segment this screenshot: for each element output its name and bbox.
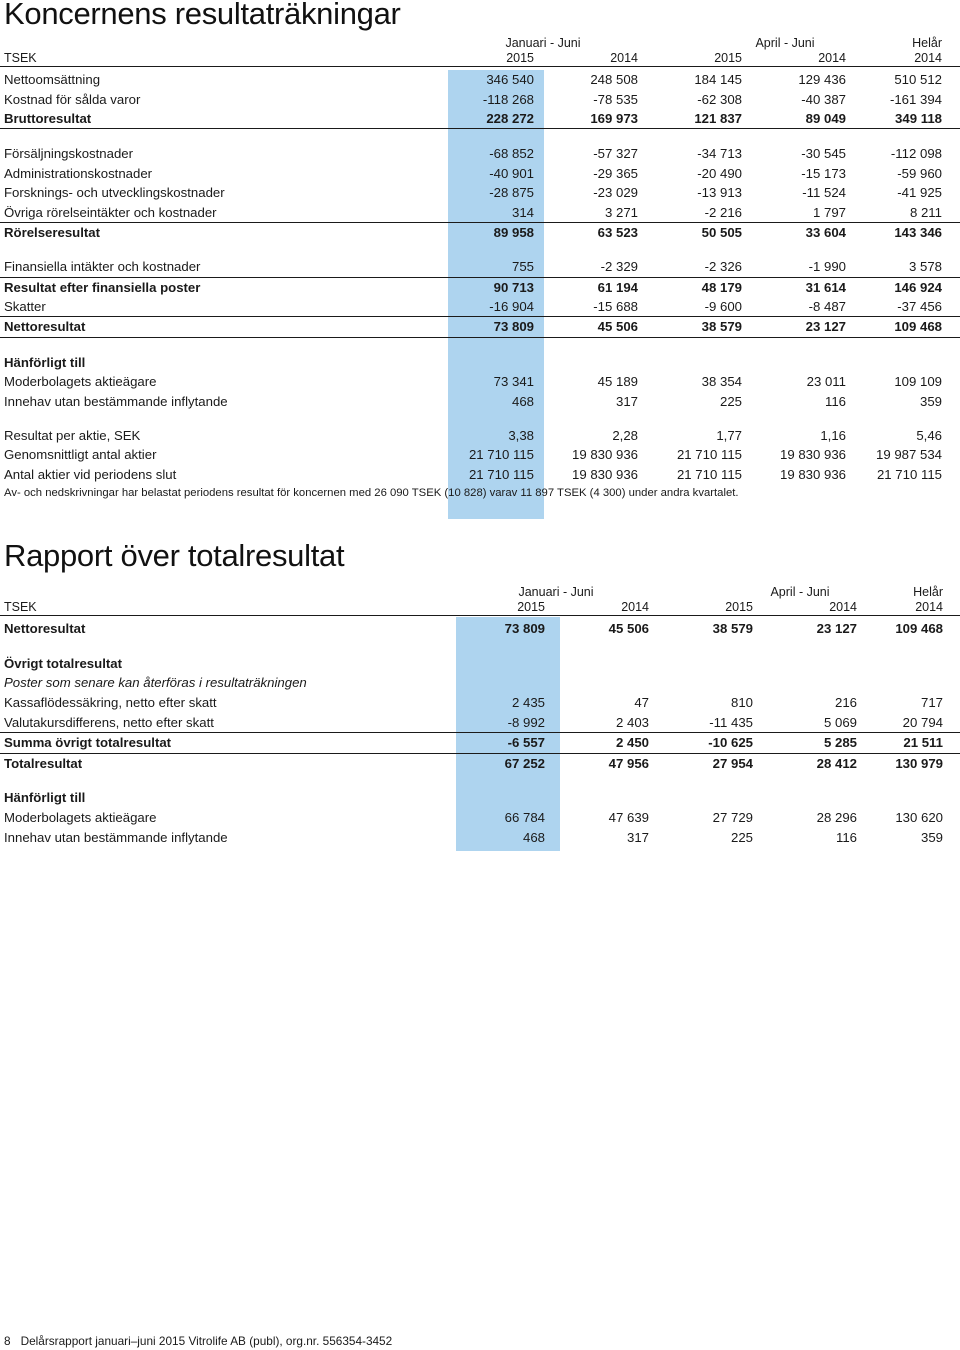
period-header-apr-jun: April - Juni (770, 585, 830, 599)
year-header: 2014 (818, 51, 846, 65)
value-cell: 346 540 (486, 72, 534, 88)
period-header-full-year: Helår (912, 36, 942, 50)
row-label: Rörelseresultat (4, 224, 101, 240)
value-cell: 66 784 (504, 810, 545, 826)
value-cell: 23 011 (806, 374, 846, 390)
period-header-row (0, 585, 960, 600)
table-row (0, 317, 960, 337)
value-cell: -29 365 (593, 165, 638, 181)
table-row (0, 654, 960, 674)
period-header-apr-jun: April - Juni (755, 36, 815, 50)
income-statement-body (0, 70, 960, 484)
row-label: Kassaflödessäkring, netto efter skatt (4, 695, 217, 711)
value-cell: 38 354 (701, 374, 742, 390)
value-cell: 47 (634, 695, 649, 711)
row-label: Hänförligt till (4, 354, 86, 370)
value-cell: -9 600 (704, 299, 742, 315)
value-cell: 21 710 115 (876, 466, 942, 482)
value-cell: 109 468 (894, 319, 942, 335)
value-cell: 121 837 (694, 110, 742, 126)
value-cell: 48 179 (701, 279, 742, 295)
value-cell (649, 788, 753, 808)
value-cell: -34 713 (697, 146, 742, 162)
table-row (0, 223, 960, 242)
value-cell: -40 901 (489, 165, 534, 181)
value-cell: 359 (920, 829, 943, 845)
value-cell: 1 797 (812, 204, 846, 220)
table-row (0, 693, 960, 713)
value-cell: 19 830 936 (779, 447, 846, 463)
year-header: 2014 (829, 600, 857, 614)
row-label: Administrationskostnader (4, 165, 153, 181)
table-row (0, 372, 960, 391)
currency-label: TSEK (4, 600, 37, 614)
table-row (0, 733, 960, 754)
value-cell: 359 (919, 393, 942, 409)
spacer-row (0, 639, 960, 654)
spacer-row (0, 411, 960, 426)
value-cell: 216 (834, 695, 857, 711)
value-cell: -37 456 (897, 299, 942, 315)
value-cell: 73 809 (504, 621, 545, 637)
value-cell: 63 523 (597, 224, 638, 240)
value-cell: -10 625 (708, 735, 753, 751)
table-row (0, 445, 960, 464)
value-cell: 50 505 (701, 224, 742, 240)
value-cell (753, 673, 857, 693)
value-cell: -78 535 (593, 91, 638, 107)
value-cell: -112 098 (890, 146, 942, 162)
comprehensive-income-table (0, 585, 960, 847)
year-header: 2014 (621, 600, 649, 614)
row-label: Genomsnittligt antal aktier (4, 447, 157, 463)
value-cell (638, 353, 742, 372)
value-cell (753, 788, 857, 808)
table-row (0, 164, 960, 183)
value-cell: 717 (920, 695, 943, 711)
value-cell: 116 (835, 829, 857, 845)
value-cell (456, 654, 545, 674)
value-cell (545, 654, 649, 674)
period-header-full-year: Helår (913, 585, 943, 599)
value-cell: 5 069 (823, 714, 857, 730)
value-cell: 2 435 (511, 695, 545, 711)
value-cell: 21 710 115 (468, 447, 534, 463)
value-cell: 109 468 (895, 621, 943, 637)
row-label: Övrigt totalresultat (4, 655, 122, 671)
table-row (0, 89, 960, 108)
value-cell (649, 654, 753, 674)
spacer-row (0, 773, 960, 788)
value-cell: 73 809 (493, 319, 534, 335)
value-cell: 3 578 (908, 259, 942, 275)
value-cell (448, 353, 534, 372)
row-label: Försäljningskostnader (4, 146, 134, 162)
depreciation-note: Av- och nedskrivningar har belastat periodens resultat för koncernen med 26 090 TSEK (10 828) varav 11 897 TSEK (4 300) under andra kvartalet. (4, 487, 739, 499)
period-header-row (0, 36, 960, 51)
value-cell (545, 788, 649, 808)
value-cell: 468 (522, 829, 545, 845)
year-header: 2015 (517, 600, 545, 614)
value-cell: 2 450 (615, 735, 649, 751)
row-label: Hänförligt till (4, 790, 86, 806)
table-row (0, 353, 960, 372)
value-cell: -2 329 (600, 259, 638, 275)
value-cell: 184 145 (694, 72, 742, 88)
period-header-jan-jun: Januari - Juni (518, 585, 594, 599)
value-cell: 129 436 (798, 72, 846, 88)
row-label: Moderbolagets aktieägare (4, 810, 157, 826)
value-cell: 27 954 (712, 755, 753, 771)
value-cell (857, 654, 943, 674)
value-cell: 27 729 (712, 810, 753, 826)
value-cell: 89 958 (493, 224, 534, 240)
value-cell (545, 673, 649, 693)
value-cell (742, 353, 846, 372)
value-cell: 317 (615, 393, 638, 409)
value-cell: 21 710 115 (468, 466, 534, 482)
value-cell: -8 487 (808, 299, 846, 315)
value-cell: -40 387 (801, 91, 846, 107)
page-title: Koncernens resultaträkningar (4, 0, 401, 31)
value-cell: 130 979 (895, 755, 943, 771)
row-label: Antal aktier vid periodens slut (4, 466, 177, 482)
row-label: Totalresultat (4, 755, 83, 771)
table-row (0, 465, 960, 484)
row-label: Övriga rörelseintäkter och kostnader (4, 204, 217, 220)
value-cell: 314 (511, 204, 534, 220)
row-label: Poster som senare kan återföras i resultaträkningen (4, 675, 307, 691)
value-cell: 228 272 (486, 110, 534, 126)
value-cell (456, 788, 545, 808)
year-header: 2014 (914, 51, 942, 65)
table-row (0, 673, 960, 693)
value-cell: 19 830 936 (571, 447, 638, 463)
value-cell (857, 673, 943, 693)
row-label: Summa övrigt totalresultat (4, 735, 172, 751)
value-cell: -59 960 (897, 165, 942, 181)
value-cell: 31 614 (805, 279, 846, 295)
value-cell: -30 545 (801, 146, 846, 162)
value-cell: 21 710 115 (676, 466, 742, 482)
page-number: 8 (4, 1334, 11, 1348)
value-cell: -11 524 (802, 185, 846, 201)
period-header-jan-jun: Januari - Juni (505, 36, 581, 50)
value-cell: 38 579 (712, 621, 753, 637)
value-cell: 143 346 (894, 224, 942, 240)
value-cell: -41 925 (897, 185, 942, 201)
value-cell: 47 639 (608, 810, 649, 826)
value-cell: 33 604 (805, 224, 846, 240)
table-row (0, 712, 960, 733)
value-cell: 510 512 (894, 72, 942, 88)
value-cell (857, 788, 943, 808)
table-row (0, 619, 960, 639)
spacer-row (0, 242, 960, 257)
comprehensive-income-body (0, 619, 960, 847)
value-cell: 28 412 (816, 755, 857, 771)
value-cell: 755 (511, 259, 534, 275)
page-footer (4, 1334, 392, 1348)
value-cell: 1,77 (716, 428, 742, 444)
value-cell: 3 271 (604, 204, 638, 220)
row-label: Resultat efter finansiella poster (4, 279, 201, 295)
value-cell: 23 127 (805, 319, 846, 335)
value-cell: 109 109 (894, 374, 942, 390)
table-row (0, 391, 960, 410)
value-cell: 19 830 936 (571, 466, 638, 482)
value-cell: -28 875 (489, 185, 534, 201)
table-row (0, 257, 960, 277)
row-label: Innehav utan bestämmande inflytande (4, 829, 228, 845)
value-cell: -23 029 (593, 185, 638, 201)
value-cell: 116 (824, 393, 846, 409)
row-label: Valutakursdifferens, netto efter skatt (4, 714, 214, 730)
year-header-row (0, 600, 960, 616)
value-cell: 61 194 (597, 279, 638, 295)
value-cell: 19 987 534 (875, 447, 942, 463)
table-row (0, 202, 960, 222)
year-header: 2014 (915, 600, 943, 614)
value-cell: 21 710 115 (676, 447, 742, 463)
year-header: 2015 (714, 51, 742, 65)
value-cell: 89 049 (805, 110, 846, 126)
table-row (0, 297, 960, 317)
year-header: 2015 (725, 600, 753, 614)
table-row (0, 754, 960, 774)
row-label: Nettoomsättning (4, 72, 101, 88)
value-cell: 146 924 (894, 279, 942, 295)
value-cell: 45 506 (597, 319, 638, 335)
table-row (0, 109, 960, 129)
table-row (0, 278, 960, 297)
value-cell: -15 173 (801, 165, 846, 181)
value-cell (534, 353, 638, 372)
table-row (0, 70, 960, 89)
value-cell: -62 308 (697, 91, 742, 107)
table-row (0, 144, 960, 163)
footer-text: Delårsrapport januari–juni 2015 Vitrolife AB (publ), org.nr. 556354-3452 (20, 1334, 393, 1348)
value-cell: 248 508 (590, 72, 638, 88)
row-label: Kostnad för sålda varor (4, 91, 141, 107)
row-label: Bruttoresultat (4, 110, 92, 126)
value-cell: -13 913 (697, 185, 742, 201)
value-cell: 317 (626, 829, 649, 845)
value-cell: 90 713 (493, 279, 534, 295)
value-cell: 38 579 (701, 319, 742, 335)
row-label: Moderbolagets aktieägare (4, 374, 157, 390)
value-cell: -68 852 (489, 146, 534, 162)
row-label: Skatter (4, 299, 46, 315)
value-cell: 45 189 (597, 374, 638, 390)
currency-label: TSEK (4, 51, 37, 65)
value-cell (753, 654, 857, 674)
value-cell: 2 403 (615, 714, 649, 730)
spacer-row (0, 129, 960, 144)
table-row (0, 183, 960, 202)
value-cell: -16 904 (489, 299, 534, 315)
value-cell: -2 326 (704, 259, 742, 275)
value-cell (649, 673, 753, 693)
table-row (0, 788, 960, 808)
row-label: Innehav utan bestämmande inflytande (4, 393, 228, 409)
table-row (0, 827, 960, 847)
value-cell: 28 296 (816, 810, 857, 826)
row-label: Nettoresultat (4, 621, 86, 637)
value-cell: -11 435 (709, 714, 753, 730)
value-cell: -8 992 (507, 714, 545, 730)
income-statement-table (0, 36, 960, 484)
value-cell: 47 956 (608, 755, 649, 771)
value-cell: -6 557 (507, 735, 545, 751)
value-cell: 130 620 (895, 810, 943, 826)
value-cell: -118 268 (482, 91, 534, 107)
section-title: Rapport över totalresultat (4, 538, 345, 573)
row-label: Forsknings- och utvecklingskostnader (4, 185, 225, 201)
table-row (0, 808, 960, 828)
value-cell: -2 216 (704, 204, 742, 220)
value-cell: 1,16 (820, 428, 846, 444)
value-cell: -57 327 (593, 146, 638, 162)
value-cell: -1 990 (808, 259, 846, 275)
year-header-row (0, 51, 960, 67)
value-cell: 5,46 (916, 428, 942, 444)
value-cell: 2,28 (612, 428, 638, 444)
value-cell: 73 341 (493, 374, 534, 390)
value-cell: 225 (730, 829, 753, 845)
value-cell: -161 394 (889, 91, 942, 107)
table-row (0, 426, 960, 445)
value-cell: 8 211 (909, 204, 942, 220)
value-cell: 468 (511, 393, 534, 409)
row-label: Resultat per aktie, SEK (4, 428, 141, 444)
value-cell: 169 973 (590, 110, 638, 126)
value-cell: 67 252 (504, 755, 545, 771)
value-cell: 225 (719, 393, 742, 409)
value-cell: 349 118 (895, 110, 942, 126)
value-cell: 3,38 (508, 428, 534, 444)
row-label: Finansiella intäkter och kostnader (4, 259, 201, 275)
value-cell: 5 285 (823, 735, 857, 751)
value-cell: -15 688 (593, 299, 638, 315)
value-cell: 20 794 (902, 714, 943, 730)
value-cell: 21 511 (903, 735, 943, 751)
value-cell: 23 127 (816, 621, 857, 637)
value-cell: 810 (730, 695, 753, 711)
value-cell: 19 830 936 (779, 466, 846, 482)
value-cell (456, 673, 545, 693)
spacer-row (0, 338, 960, 353)
year-header: 2015 (506, 51, 534, 65)
row-label: Nettoresultat (4, 319, 86, 335)
value-cell (846, 353, 942, 372)
value-cell: -20 490 (697, 165, 742, 181)
value-cell: 45 506 (608, 621, 649, 637)
year-header: 2014 (610, 51, 638, 65)
